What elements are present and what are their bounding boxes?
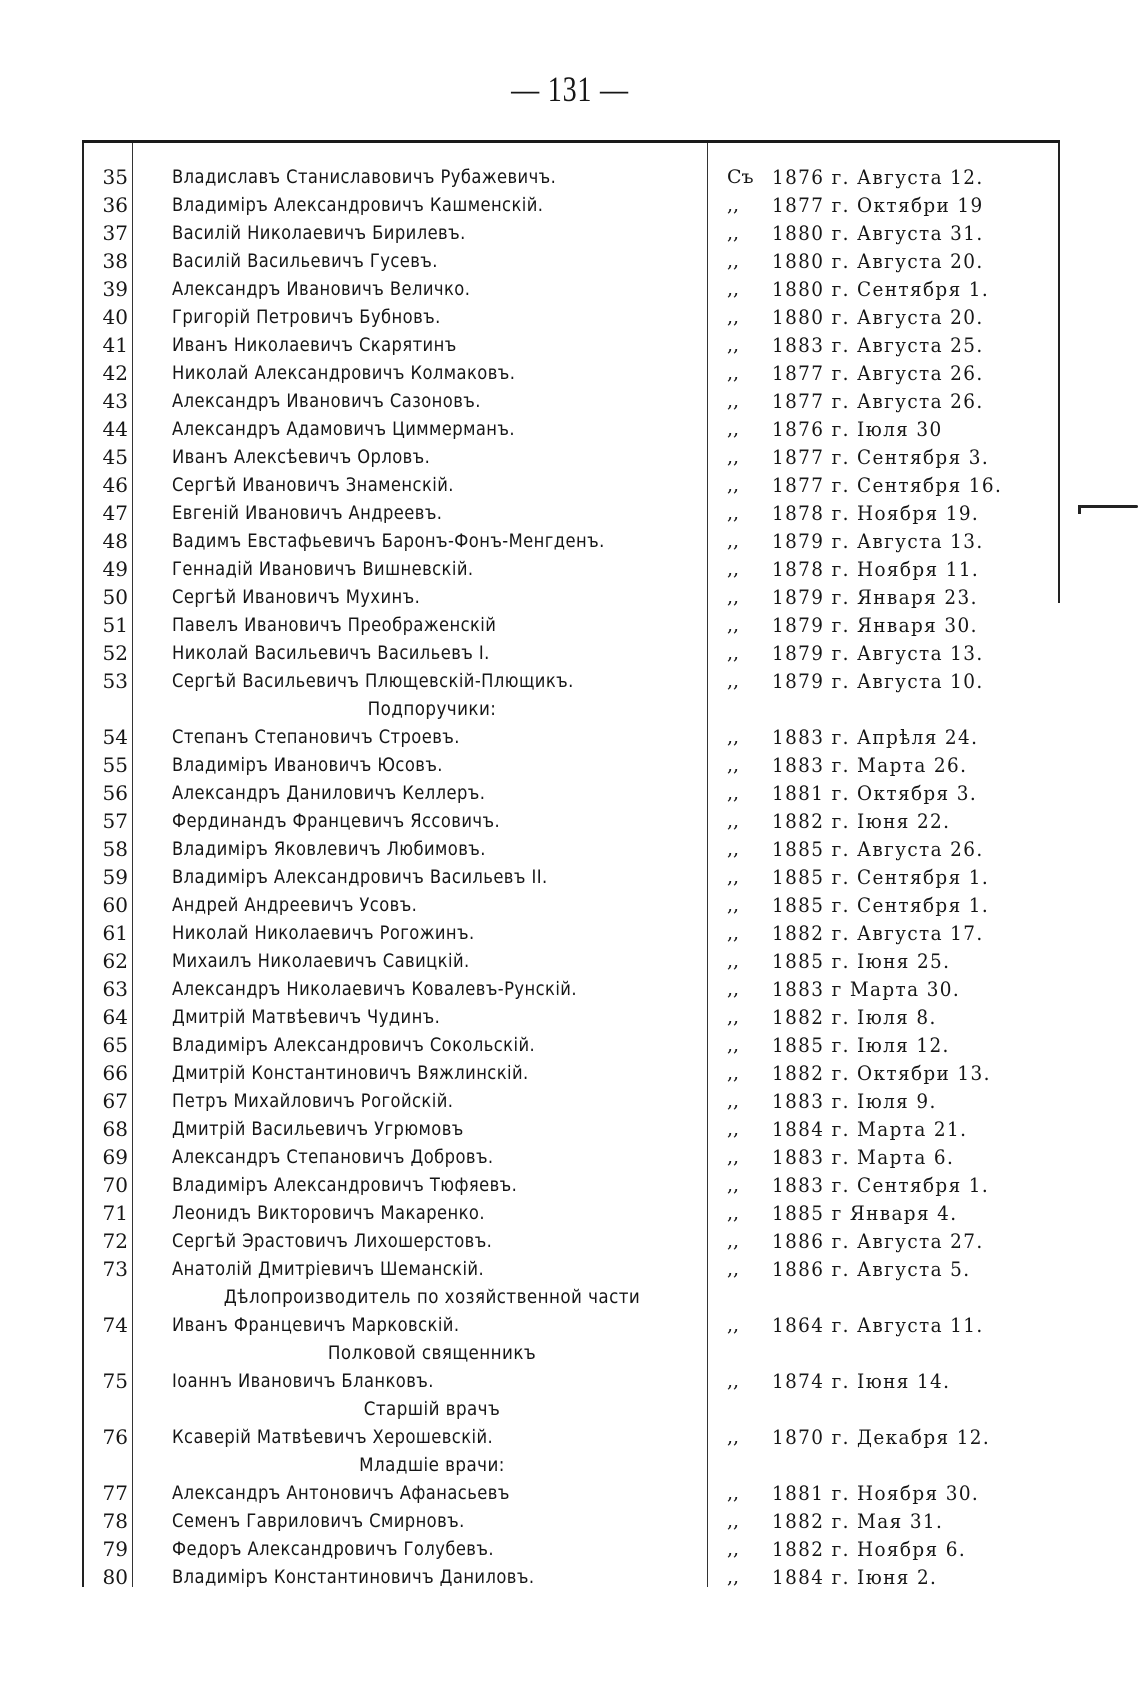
ditto-mark: ,, bbox=[727, 250, 740, 272]
table-row bbox=[82, 191, 1060, 219]
ditto-mark: ,, bbox=[727, 754, 740, 776]
service-date: 1883 г. Апрѣля 24. bbox=[772, 725, 979, 749]
service-date: 1880 г. Августа 20. bbox=[772, 305, 984, 329]
row-number: 35 bbox=[102, 165, 128, 189]
row-number: 64 bbox=[102, 1005, 128, 1029]
table-row bbox=[82, 1535, 1060, 1563]
officer-name: Александръ Николаевичъ Ковалевъ-Рунскій. bbox=[172, 978, 577, 1000]
service-date: 1883 г. Августа 25. bbox=[772, 333, 984, 357]
ditto-mark: ,, bbox=[727, 810, 740, 832]
row-number: 67 bbox=[102, 1089, 128, 1113]
service-date: 1885 г. Сентября 1. bbox=[772, 865, 990, 889]
service-date: 1886 г. Августа 27. bbox=[772, 1229, 984, 1253]
officer-name: Александръ Адамовичъ Циммерманъ. bbox=[172, 418, 516, 440]
ditto-mark: ,, bbox=[727, 558, 740, 580]
ditto-mark: ,, bbox=[727, 642, 740, 664]
table-row bbox=[82, 303, 1060, 331]
table-row bbox=[82, 555, 1060, 583]
officer-name: Николай Николаевичъ Рогожинъ. bbox=[172, 922, 475, 944]
table-row bbox=[82, 247, 1060, 275]
row-number: 59 bbox=[102, 865, 128, 889]
row-number: 61 bbox=[102, 921, 128, 945]
row-number: 72 bbox=[102, 1229, 128, 1253]
officer-name: Александръ Антоновичъ Афанасьевъ bbox=[172, 1482, 510, 1504]
page-number: — 131 — bbox=[511, 69, 629, 109]
table-row bbox=[82, 779, 1060, 807]
table-row bbox=[82, 1367, 1060, 1395]
ditto-mark: ,, bbox=[727, 390, 740, 412]
row-number: 48 bbox=[102, 529, 128, 553]
officer-name: Степанъ Степановичъ Строевъ. bbox=[172, 726, 460, 748]
officer-name: Владиміръ Александровичъ Васильевъ II. bbox=[172, 866, 548, 888]
service-date: 1883 г. Сентября 1. bbox=[772, 1173, 990, 1197]
officer-name: Григорій Петровичъ Бубновъ. bbox=[172, 306, 441, 328]
service-date: 1879 г. Августа 10. bbox=[772, 669, 984, 693]
table-row bbox=[82, 1087, 1060, 1115]
row-number: 80 bbox=[102, 1565, 128, 1589]
table-row bbox=[82, 471, 1060, 499]
row-number: 40 bbox=[102, 305, 128, 329]
section-heading-row bbox=[82, 1339, 1060, 1367]
row-number: 62 bbox=[102, 949, 128, 973]
service-date: 1880 г. Сентября 1. bbox=[772, 277, 990, 301]
officer-name: Іоаннъ Ивановичъ Бланковъ. bbox=[172, 1370, 434, 1392]
officer-name: Владиславъ Станиславовичъ Рубажевичъ. bbox=[172, 166, 557, 188]
service-date: 1879 г. Января 30. bbox=[772, 613, 978, 637]
ditto-mark: ,, bbox=[727, 194, 740, 216]
ditto-mark: ,, bbox=[727, 950, 740, 972]
ditto-mark: ,, bbox=[727, 1566, 740, 1588]
ditto-mark: ,, bbox=[727, 530, 740, 552]
section-heading: Полковой священникъ bbox=[327, 1342, 537, 1364]
row-number: 55 bbox=[102, 753, 128, 777]
row-number: 50 bbox=[102, 585, 128, 609]
row-number: 46 bbox=[102, 473, 128, 497]
service-date: 1885 г. Іюля 12. bbox=[772, 1033, 950, 1057]
section-heading-row bbox=[82, 1395, 1060, 1423]
service-date: 1882 г. Мая 31. bbox=[772, 1509, 944, 1533]
row-number: 57 bbox=[102, 809, 128, 833]
service-date: 1882 г. Іюля 8. bbox=[772, 1005, 937, 1029]
service-date: 1876 г. Августа 12. bbox=[772, 165, 984, 189]
service-date: 1882 г. Августа 17. bbox=[772, 921, 984, 945]
service-date: 1881 г. Ноября 30. bbox=[772, 1481, 980, 1505]
service-date: 1879 г. Августа 13. bbox=[772, 641, 984, 665]
service-date: 1883 г. Іюля 9. bbox=[772, 1089, 937, 1113]
ditto-mark: ,, bbox=[727, 306, 740, 328]
officer-name: Семенъ Гавриловичъ Смирновъ. bbox=[172, 1510, 465, 1532]
service-date: 1883 г. Марта 26. bbox=[772, 753, 968, 777]
officer-name: Владиміръ Ивановичъ Юсовъ. bbox=[172, 754, 443, 776]
officer-name: Дмитрій Константиновичъ Вяжлинскій. bbox=[172, 1062, 529, 1084]
service-date: 1874 г. Іюня 14. bbox=[772, 1369, 951, 1393]
ditto-mark: ,, bbox=[727, 670, 740, 692]
service-date: 1877 г. Сентября 3. bbox=[772, 445, 990, 469]
table-row bbox=[82, 163, 1060, 191]
row-number: 45 bbox=[102, 445, 128, 469]
service-date: 1884 г. Іюня 2. bbox=[772, 1565, 938, 1589]
officer-name: Дмитрій Матвѣевичъ Чудинъ. bbox=[172, 1006, 441, 1028]
row-number: 42 bbox=[102, 361, 128, 385]
officer-name: Сергѣй Васильевичъ Плющевскій-Плющикъ. bbox=[172, 670, 574, 692]
table-row bbox=[82, 275, 1060, 303]
officer-name: Владиміръ Александровичъ Тюфяевъ. bbox=[172, 1174, 518, 1196]
ditto-mark: ,, bbox=[727, 838, 740, 860]
officer-name: Александръ Степановичъ Добровъ. bbox=[172, 1146, 494, 1168]
row-number: 41 bbox=[102, 333, 128, 357]
service-date: 1886 г. Августа 5. bbox=[772, 1257, 971, 1281]
ditto-mark: ,, bbox=[727, 278, 740, 300]
ditto-mark: ,, bbox=[727, 502, 740, 524]
officer-name: Иванъ Францевичъ Марковскій. bbox=[172, 1314, 460, 1336]
officer-name: Владиміръ Константиновичъ Даниловъ. bbox=[172, 1566, 535, 1588]
service-date: 1882 г. Ноября 6. bbox=[772, 1537, 967, 1561]
row-number: 56 bbox=[102, 781, 128, 805]
table-row bbox=[82, 611, 1060, 639]
row-number: 60 bbox=[102, 893, 128, 917]
officer-name: Василій Васильевичъ Гусевъ. bbox=[172, 250, 438, 272]
service-date: 1878 г. Ноября 11. bbox=[772, 557, 980, 581]
table-row bbox=[82, 387, 1060, 415]
section-heading: Подпоручики: bbox=[367, 698, 497, 720]
table-row bbox=[82, 1423, 1060, 1451]
ditto-mark: ,, bbox=[727, 222, 740, 244]
ditto-mark: ,, bbox=[727, 894, 740, 916]
row-number: 71 bbox=[102, 1201, 128, 1225]
officer-name: Александръ Ивановичъ Величко. bbox=[172, 278, 471, 300]
ditto-mark: ,, bbox=[727, 782, 740, 804]
table-row bbox=[82, 639, 1060, 667]
service-date: 1879 г. Августа 13. bbox=[772, 529, 984, 553]
row-number: 47 bbox=[102, 501, 128, 525]
ditto-mark: ,, bbox=[727, 446, 740, 468]
officer-name: Фердинандъ Францевичъ Яссовичъ. bbox=[172, 810, 501, 832]
ditto-mark: ,, bbox=[727, 978, 740, 1000]
service-date: 1884 г. Марта 21. bbox=[772, 1117, 968, 1141]
row-number: 63 bbox=[102, 977, 128, 1001]
officer-name: Леонидъ Викторовичъ Макаренко. bbox=[172, 1202, 485, 1224]
ditto-mark: ,, bbox=[727, 418, 740, 440]
ditto-mark: ,, bbox=[727, 1314, 740, 1336]
row-number: 49 bbox=[102, 557, 128, 581]
row-number: 44 bbox=[102, 417, 128, 441]
table-row bbox=[82, 1255, 1060, 1283]
table-row bbox=[82, 835, 1060, 863]
officer-name: Михаилъ Николаевичъ Савицкій. bbox=[172, 950, 470, 972]
margin-pencil-mark bbox=[1080, 505, 1138, 508]
officer-name: Александръ Ивановичъ Сазоновъ. bbox=[172, 390, 481, 412]
table-row bbox=[82, 667, 1060, 695]
section-heading: Младшіе врачи: bbox=[359, 1454, 505, 1476]
ditto-mark: ,, bbox=[727, 1510, 740, 1532]
row-number: 76 bbox=[102, 1425, 128, 1449]
ditto-mark: ,, bbox=[727, 1090, 740, 1112]
ditto-mark: ,, bbox=[727, 922, 740, 944]
ditto-mark: ,, bbox=[727, 1006, 740, 1028]
row-number: 38 bbox=[102, 249, 128, 273]
table-row bbox=[82, 1003, 1060, 1031]
officer-name: Владиміръ Яковлевичъ Любимовъ. bbox=[172, 838, 486, 860]
officer-name: Вадимъ Евстафьевичъ Баронъ-Фонъ-Менгденъ. bbox=[172, 530, 605, 552]
section-heading: Старшій врачъ bbox=[363, 1398, 501, 1420]
table-row bbox=[82, 947, 1060, 975]
table-row bbox=[82, 359, 1060, 387]
ditto-mark: ,, bbox=[727, 726, 740, 748]
officer-name: Николай Васильевичъ Васильевъ I. bbox=[172, 642, 490, 664]
row-number: 74 bbox=[102, 1313, 128, 1337]
officer-name: Евгеній Ивановичъ Андреевъ. bbox=[172, 502, 443, 524]
table-row bbox=[82, 1171, 1060, 1199]
row-number: 52 bbox=[102, 641, 128, 665]
row-number: 78 bbox=[102, 1509, 128, 1533]
table-row bbox=[82, 751, 1060, 779]
officer-name: Сергѣй Эрастовичъ Лихошерстовъ. bbox=[172, 1230, 493, 1252]
table-row bbox=[82, 527, 1060, 555]
row-number: 75 bbox=[102, 1369, 128, 1393]
service-date: 1877 г. Августа 26. bbox=[772, 389, 984, 413]
ditto-mark: ,, bbox=[727, 1034, 740, 1056]
roster-table bbox=[82, 140, 1060, 1587]
ditto-mark: ,, bbox=[727, 586, 740, 608]
service-date: 1870 г. Декабря 12. bbox=[772, 1425, 991, 1449]
table-row bbox=[82, 331, 1060, 359]
ditto-mark: ,, bbox=[727, 1258, 740, 1280]
ditto-mark: ,, bbox=[727, 1482, 740, 1504]
table-row bbox=[82, 723, 1060, 751]
officer-name: Александръ Даниловичъ Келлеръ. bbox=[172, 782, 486, 804]
ditto-mark: ,, bbox=[727, 1202, 740, 1224]
service-date: 1880 г. Августа 20. bbox=[772, 249, 984, 273]
officer-name: Василій Николаевичъ Бирилевъ. bbox=[172, 222, 466, 244]
row-number: 69 bbox=[102, 1145, 128, 1169]
ditto-mark: ,, bbox=[727, 1118, 740, 1140]
table-row bbox=[82, 1115, 1060, 1143]
officer-name: Сергѣй Ивановичъ Мухинъ. bbox=[172, 586, 421, 608]
table-row bbox=[82, 807, 1060, 835]
row-number: 66 bbox=[102, 1061, 128, 1085]
row-number: 65 bbox=[102, 1033, 128, 1057]
service-date: 1878 г. Ноября 19. bbox=[772, 501, 980, 525]
ditto-mark: ,, bbox=[727, 1538, 740, 1560]
officer-name: Андрей Андреевичъ Усовъ. bbox=[172, 894, 418, 916]
row-number: 51 bbox=[102, 613, 128, 637]
ditto-mark: ,, bbox=[727, 334, 740, 356]
service-date: 1885 г Января 4. bbox=[772, 1201, 958, 1225]
table-row bbox=[82, 891, 1060, 919]
ditto-mark: ,, bbox=[727, 1370, 740, 1392]
ditto-mark: ,, bbox=[727, 614, 740, 636]
ditto-mark: ,, bbox=[727, 1146, 740, 1168]
table-row bbox=[82, 863, 1060, 891]
row-number: 79 bbox=[102, 1537, 128, 1561]
service-date: 1885 г. Сентября 1. bbox=[772, 893, 990, 917]
service-date: 1883 г Марта 30. bbox=[772, 977, 961, 1001]
officer-name: Петръ Михайловичъ Рогойскій. bbox=[172, 1090, 454, 1112]
service-date: 1877 г. Сентября 16. bbox=[772, 473, 1003, 497]
officer-name: Владиміръ Александровичъ Сокольскій. bbox=[172, 1034, 536, 1056]
table-row bbox=[82, 1059, 1060, 1087]
row-number: 73 bbox=[102, 1257, 128, 1281]
table-row bbox=[82, 1031, 1060, 1059]
table-row bbox=[82, 1227, 1060, 1255]
officer-name: Анатолій Дмитріевичъ Шеманскій. bbox=[172, 1258, 485, 1280]
row-number: 37 bbox=[102, 221, 128, 245]
service-date: 1883 г. Марта 6. bbox=[772, 1145, 955, 1169]
section-heading: Дѣлопроизводитель по хозяйственной части bbox=[223, 1286, 641, 1308]
officer-name: Иванъ Алексѣевичъ Орловъ. bbox=[172, 446, 431, 468]
row-number: 68 bbox=[102, 1117, 128, 1141]
service-date: 1881 г. Октября 3. bbox=[772, 781, 978, 805]
officer-name: Сергѣй Ивановичъ Знаменскій. bbox=[172, 474, 454, 496]
ditto-mark: ,, bbox=[727, 1062, 740, 1084]
section-heading-row bbox=[82, 695, 1060, 723]
table-row bbox=[82, 1563, 1060, 1591]
service-date: 1879 г. Января 23. bbox=[772, 585, 978, 609]
officer-name: Геннадій Ивановичъ Вишневскій. bbox=[172, 558, 474, 580]
ditto-mark: Съ bbox=[727, 166, 754, 188]
table-body bbox=[82, 163, 1060, 1591]
table-row bbox=[82, 1507, 1060, 1535]
section-heading-row bbox=[82, 1451, 1060, 1479]
row-number: 43 bbox=[102, 389, 128, 413]
table-row bbox=[82, 1311, 1060, 1339]
ditto-mark: ,, bbox=[727, 1426, 740, 1448]
service-date: 1864 г. Августа 11. bbox=[772, 1313, 984, 1337]
row-number: 58 bbox=[102, 837, 128, 861]
row-number: 53 bbox=[102, 669, 128, 693]
ditto-mark: ,, bbox=[727, 1174, 740, 1196]
service-date: 1882 г. Октябри 13. bbox=[772, 1061, 991, 1085]
table-row bbox=[82, 219, 1060, 247]
service-date: 1877 г. Октябри 19 bbox=[772, 193, 984, 217]
service-date: 1880 г. Августа 31. bbox=[772, 221, 984, 245]
table-row bbox=[82, 415, 1060, 443]
row-number: 36 bbox=[102, 193, 128, 217]
section-heading-row bbox=[82, 1283, 1060, 1311]
table-row bbox=[82, 499, 1060, 527]
officer-name: Ксаверій Матвѣевичъ Херошевскій. bbox=[172, 1426, 494, 1448]
table-row bbox=[82, 1479, 1060, 1507]
row-number: 39 bbox=[102, 277, 128, 301]
officer-name: Дмитрій Васильевичъ Угрюмовъ bbox=[172, 1118, 464, 1140]
officer-name: Владиміръ Александровичъ Кашменскій. bbox=[172, 194, 544, 216]
officer-name: Павелъ Ивановичъ Преображенскій bbox=[172, 614, 497, 636]
row-number: 77 bbox=[102, 1481, 128, 1505]
row-number: 70 bbox=[102, 1173, 128, 1197]
service-date: 1877 г. Августа 26. bbox=[772, 361, 984, 385]
service-date: 1885 г. Августа 26. bbox=[772, 837, 984, 861]
officer-name: Николай Александровичъ Колмаковъ. bbox=[172, 362, 516, 384]
officer-name: Иванъ Николаевичъ Скарятинъ bbox=[172, 334, 457, 356]
ditto-mark: ,, bbox=[727, 1230, 740, 1252]
service-date: 1885 г. Іюня 25. bbox=[772, 949, 951, 973]
table-row bbox=[82, 919, 1060, 947]
ditto-mark: ,, bbox=[727, 362, 740, 384]
officer-name: Федоръ Александровичъ Голубевъ. bbox=[172, 1538, 494, 1560]
ditto-mark: ,, bbox=[727, 866, 740, 888]
table-row bbox=[82, 1199, 1060, 1227]
table-row bbox=[82, 1143, 1060, 1171]
table-row bbox=[82, 583, 1060, 611]
row-number: 54 bbox=[102, 725, 128, 749]
table-row bbox=[82, 975, 1060, 1003]
table-row bbox=[82, 443, 1060, 471]
service-date: 1876 г. Іюля 30 bbox=[772, 417, 943, 441]
ditto-mark: ,, bbox=[727, 474, 740, 496]
service-date: 1882 г. Іюня 22. bbox=[772, 809, 951, 833]
